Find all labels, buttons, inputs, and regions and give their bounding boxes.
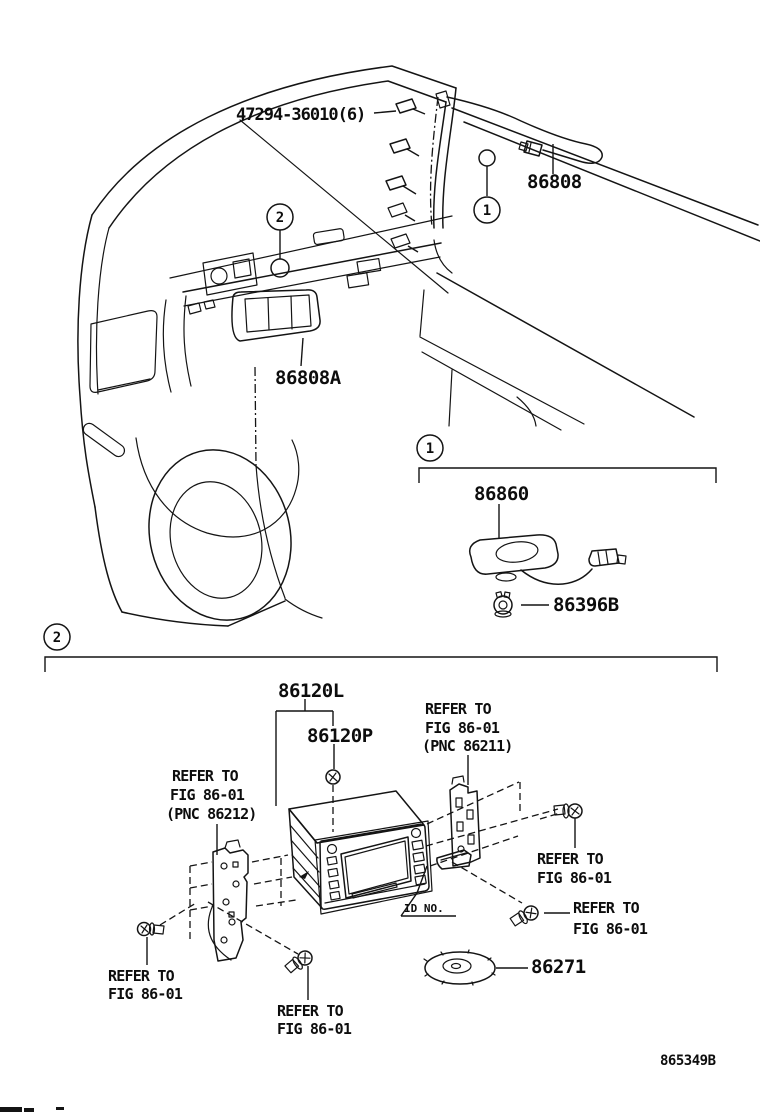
dashboard-drawing (188, 203, 418, 598)
section-2-bracket (45, 657, 717, 672)
refer-note-left-line2: FIG 86-01 (170, 786, 245, 804)
callout-2-top-number: 2 (275, 210, 285, 226)
refer-note-bottom-left (108, 937, 183, 1003)
scan-artifact (0, 1107, 64, 1112)
refer-note-bottom-center-line1: REFER TO (277, 1002, 343, 1020)
right-bracket-drawing (437, 776, 480, 869)
callout-2-top (267, 204, 293, 277)
refer-note-left (166, 767, 257, 855)
left-bracket-guides (160, 855, 298, 954)
refer-note-left-pnc: (PNC 86212) (166, 805, 257, 823)
part-label-roof-clip: 47294-36010(6) (236, 105, 366, 125)
gps-antenna-drawing (470, 535, 626, 584)
section-1-bracket (419, 468, 716, 483)
refer-note-bottom-left-line2: FIG 86-01 (108, 985, 183, 1003)
refer-note-right-low (544, 899, 648, 938)
refer-note-right-low-line2: FIG 86-01 (573, 920, 648, 938)
section-2-number: 2 (52, 630, 62, 646)
refer-note-left-line1: REFER TO (172, 767, 238, 785)
refer-note-right-top-line1: REFER TO (425, 700, 491, 718)
part-label-receiver-bolt: 86120P (307, 725, 373, 747)
figure-code: 865349B (660, 1053, 716, 1069)
section-1 (417, 435, 716, 617)
section-2 (44, 624, 717, 672)
part-label-grommet: 86396B (553, 594, 619, 616)
callout-1-top-number: 1 (482, 203, 492, 219)
leader-roof-clip (374, 111, 396, 113)
screw-right-mid (554, 804, 582, 818)
refer-note-right-top-line2: FIG 86-01 (425, 719, 500, 737)
roof-clips-drawing (386, 99, 425, 194)
refer-note-bottom-center-line2: FIG 86-01 (277, 1020, 352, 1038)
antenna-cord-drawing (431, 91, 603, 227)
part-label-gps-antenna: 86860 (474, 483, 529, 505)
part-label-antenna-cord: 86808 (527, 171, 582, 193)
refer-note-right-mid-line1: REFER TO (537, 850, 603, 868)
refer-note-bottom-center (277, 966, 352, 1038)
map-disc-drawing (424, 950, 495, 985)
refer-note-right-low-line1: REFER TO (573, 899, 639, 917)
grommet-drawing (494, 592, 512, 617)
id-no-text: ID NO. (404, 902, 444, 915)
leader-antenna-bracket (301, 338, 303, 366)
refer-note-right-mid (537, 818, 612, 887)
head-unit-drawing (289, 791, 432, 914)
leader-receiver (276, 699, 333, 806)
refer-note-bottom-left-line1: REFER TO (108, 967, 174, 985)
refer-note-right-top (422, 700, 513, 785)
screw-bottom-center (284, 948, 315, 976)
screw-right-low (509, 904, 540, 930)
refer-note-right-mid-line2: FIG 86-01 (537, 869, 612, 887)
left-bracket-drawing (208, 840, 248, 961)
vehicle-outline-drawing (78, 66, 760, 635)
part-label-antenna-bracket: 86808A (275, 367, 341, 389)
callout-1-top (474, 150, 500, 223)
receiver-bolt-drawing (326, 770, 340, 784)
part-label-map-disc: 86271 (531, 956, 586, 978)
part-label-receiver: 86120L (278, 680, 344, 702)
refer-note-right-top-pnc: (PNC 86211) (422, 737, 513, 755)
section-1-number: 1 (425, 441, 435, 457)
